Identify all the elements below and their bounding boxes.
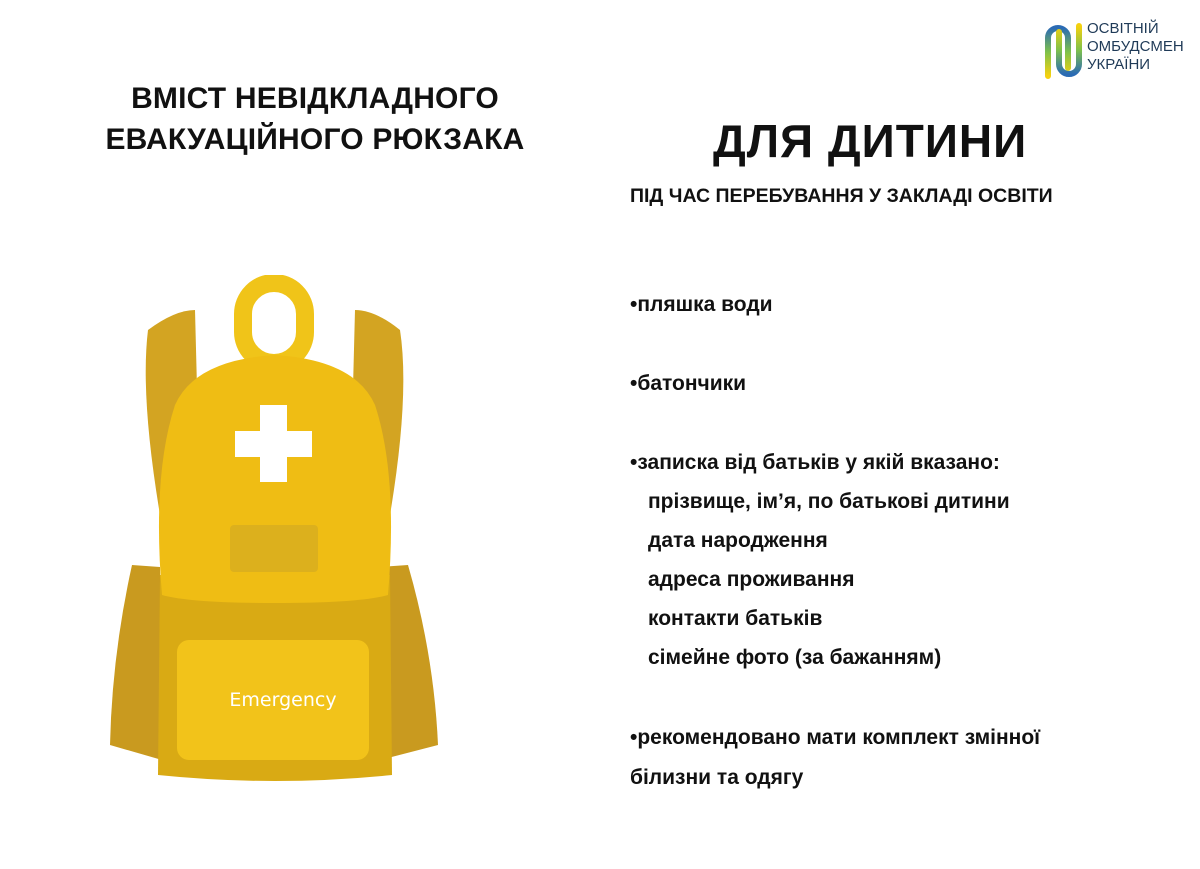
list-item-clothes-line-1: •рекомендовано мати комплект змінної	[630, 726, 1041, 749]
logo-text-line-2: ОМБУДСМЕН	[1087, 38, 1184, 55]
left-side-pocket	[110, 565, 162, 760]
logo-text-line-1: ОСВІТНІЙ	[1087, 20, 1159, 37]
left-title	[60, 78, 570, 160]
logo-text-line-3: УКРАЇНИ	[1087, 56, 1151, 73]
list-item-bars: •батончики	[630, 372, 747, 395]
ombudsman-logo-text	[1087, 20, 1184, 74]
backpack-illustration	[100, 275, 450, 800]
ombudsman-logo	[1043, 20, 1193, 82]
list-item-water: •пляшка води	[630, 293, 773, 316]
list-item-note: •записка від батьків у якій вказано:	[630, 451, 1000, 474]
list-item-clothes-line-2: білизни та одягу	[630, 766, 804, 789]
ombudsman-logo-icon	[1043, 20, 1083, 82]
zipper-patch	[230, 525, 318, 572]
main-title: ДЛЯ ДИТИНИ	[713, 115, 1028, 167]
note-detail-address: адреса проживання	[648, 568, 855, 591]
handle	[243, 283, 305, 363]
subtitle: ПІД ЧАС ПЕРЕБУВАННЯ У ЗАКЛАДІ ОСВІТИ	[630, 185, 1053, 207]
note-detail-name: прізвище, ім’я, по батькові дитини	[648, 490, 1010, 513]
note-detail-photo: сімейне фото (за бажанням)	[648, 646, 942, 669]
backpack-icon	[100, 275, 450, 795]
emergency-label: Emergency	[229, 689, 337, 711]
note-detail-birthdate: дата народження	[648, 529, 828, 552]
left-title-line-2: ЕВАКУАЦІЙНОГО РЮКЗАКА	[105, 123, 525, 156]
left-title-line-1: ВМІСТ НЕВІДКЛАДНОГО	[131, 82, 499, 115]
note-detail-contacts: контакти батьків	[648, 607, 823, 630]
